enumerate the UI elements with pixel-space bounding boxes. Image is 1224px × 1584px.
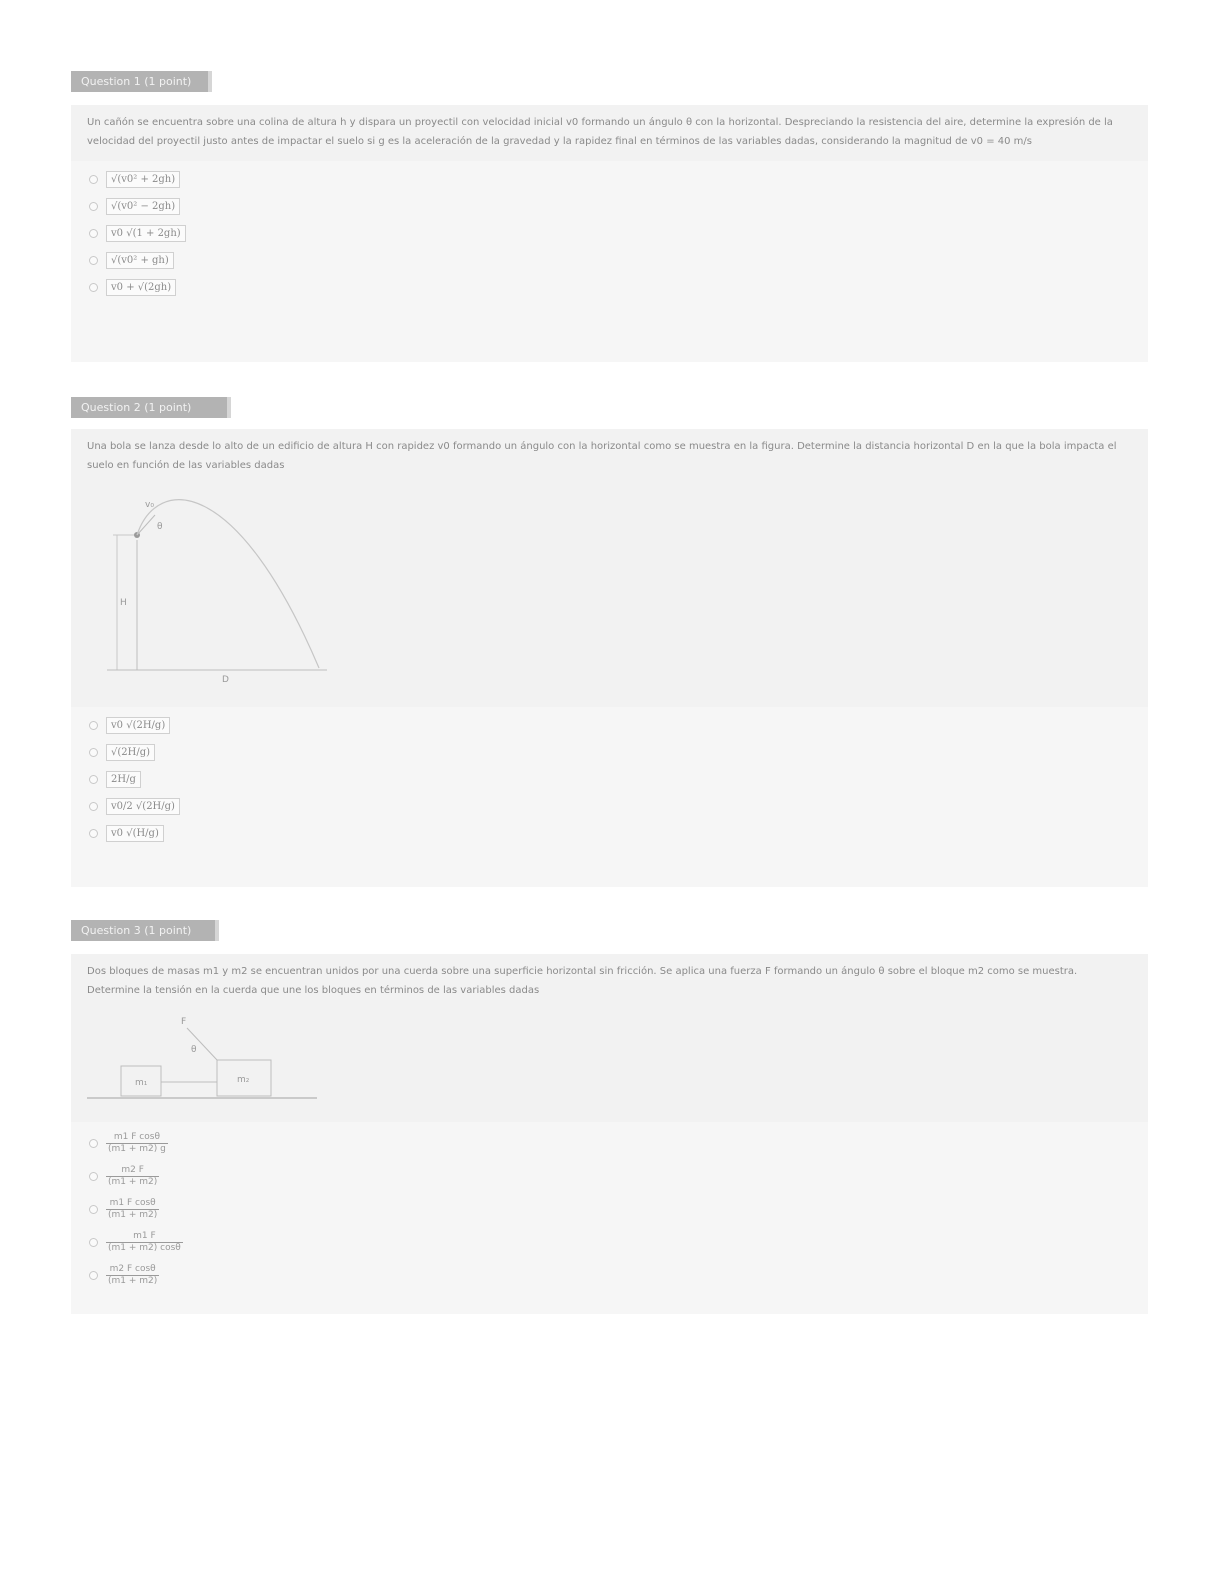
radio-button[interactable]	[89, 202, 98, 211]
choice[interactable]	[89, 825, 1132, 842]
choice-text: √(2H/g)	[106, 744, 155, 761]
question-3-stem: Dos bloques de masas m1 y m2 se encuentran unidos por una cuerda sobre una superficie horizontal sin fricción. Se aplica una fuerza F formando un ángulo θ sobre el bloque m2 como se muestra. Determine la tensión en la cuerda que une los bloques en términos de las variables dadas	[71, 954, 1148, 1010]
choice[interactable]	[89, 171, 1132, 188]
denominator: (m1 + m2)	[108, 1276, 158, 1286]
choice-text: √(v0² + 2gh)	[106, 171, 180, 188]
radio-button[interactable]	[89, 1205, 98, 1214]
radio-button[interactable]	[89, 229, 98, 238]
d-label: D	[222, 675, 229, 685]
blocks-diagram	[87, 1010, 327, 1110]
h-label: H	[120, 598, 127, 608]
choice[interactable]	[89, 198, 1132, 215]
choice[interactable]	[89, 1231, 1132, 1254]
choice-fraction	[106, 1132, 168, 1155]
choice-fraction	[106, 1264, 159, 1287]
radio-button[interactable]	[89, 721, 98, 730]
question-3-choices	[71, 1122, 1148, 1307]
radio-button[interactable]	[89, 1238, 98, 1247]
denominator: (m1 + m2) cosθ	[108, 1243, 181, 1253]
denominator: (m1 + m2)	[108, 1210, 158, 1220]
radio-button[interactable]	[89, 775, 98, 784]
choice-text: v0 + √(2gh)	[106, 279, 176, 296]
choice-text: √(v0² + gh)	[106, 252, 174, 269]
choice[interactable]	[89, 1264, 1132, 1287]
numerator: m1 F cosθ	[106, 1132, 168, 1144]
radio-button[interactable]	[89, 1271, 98, 1280]
radio-button[interactable]	[89, 829, 98, 838]
choice[interactable]	[89, 717, 1132, 734]
radio-button[interactable]	[89, 1139, 98, 1148]
numerator: m2 F cosθ	[106, 1264, 159, 1276]
projectile-diagram	[87, 485, 347, 695]
choice-text: √(v0² − 2gh)	[106, 198, 180, 215]
choice[interactable]	[89, 1132, 1132, 1155]
f-label: F	[181, 1017, 187, 1027]
choice-text: v0/2 √(2H/g)	[106, 798, 180, 815]
force-arrow	[187, 1028, 217, 1060]
radio-button[interactable]	[89, 283, 98, 292]
denominator: (m1 + m2) g	[108, 1144, 166, 1154]
choice-text: v0 √(1 + 2gh)	[106, 225, 186, 242]
denominator: (m1 + m2)	[108, 1177, 158, 1187]
radio-button[interactable]	[89, 802, 98, 811]
radio-button[interactable]	[89, 175, 98, 184]
m2-label: m₂	[237, 1075, 250, 1085]
choice-fraction	[106, 1231, 183, 1254]
choice[interactable]	[89, 798, 1132, 815]
choice[interactable]	[89, 225, 1132, 242]
question-2-figure	[71, 485, 1148, 707]
m1-label: m₁	[135, 1078, 148, 1088]
question-1-choices	[71, 161, 1148, 316]
question-2-box	[71, 429, 1148, 887]
question-1-header: Question 1 (1 point)	[71, 71, 212, 92]
theta-label: θ	[191, 1045, 197, 1055]
question-2-stem: Una bola se lanza desde lo alto de un edificio de altura H con rapidez v0 formando un ángulo con la horizontal como se muestra en la figura. Determine la distancia horizontal D en la que la bola impacta el suelo en función de las variables dadas	[71, 429, 1148, 485]
question-2-choices	[71, 707, 1148, 862]
radio-button[interactable]	[89, 256, 98, 265]
choice-fraction	[106, 1198, 159, 1221]
choice-text: 2H/g	[106, 771, 141, 788]
choice-text: v0 √(2H/g)	[106, 717, 170, 734]
question-3-figure	[71, 1010, 1148, 1122]
numerator: m2 F	[106, 1165, 159, 1177]
question-1-stem: Un cañón se encuentra sobre una colina de altura h y dispara un proyectil con velocidad inicial v0 formando un ángulo θ con la horizontal. Despreciando la resistencia del aire, determine la expresión de la velocidad del proyectil justo antes de impactar el suelo si g es la aceleración de la gravedad y la rapidez final en términos de las variables dadas, considerando la magnitud de v0 = 40 m/s	[71, 105, 1148, 161]
numerator: m1 F cosθ	[106, 1198, 159, 1210]
choice-fraction	[106, 1165, 159, 1188]
radio-button[interactable]	[89, 748, 98, 757]
choice-text: v0 √(H/g)	[106, 825, 164, 842]
question-2-header: Question 2 (1 point)	[71, 397, 231, 418]
choice[interactable]	[89, 744, 1132, 761]
question-3-header: Question 3 (1 point)	[71, 920, 219, 941]
choice[interactable]	[89, 1165, 1132, 1188]
choice[interactable]	[89, 1198, 1132, 1221]
v0-label: v₀	[145, 500, 154, 510]
numerator: m1 F	[106, 1231, 183, 1243]
question-1-box	[71, 105, 1148, 362]
question-3-box	[71, 954, 1148, 1314]
choice[interactable]	[89, 279, 1132, 296]
choice[interactable]	[89, 252, 1132, 269]
theta-label: θ	[157, 522, 163, 532]
radio-button[interactable]	[89, 1172, 98, 1181]
choice[interactable]	[89, 771, 1132, 788]
